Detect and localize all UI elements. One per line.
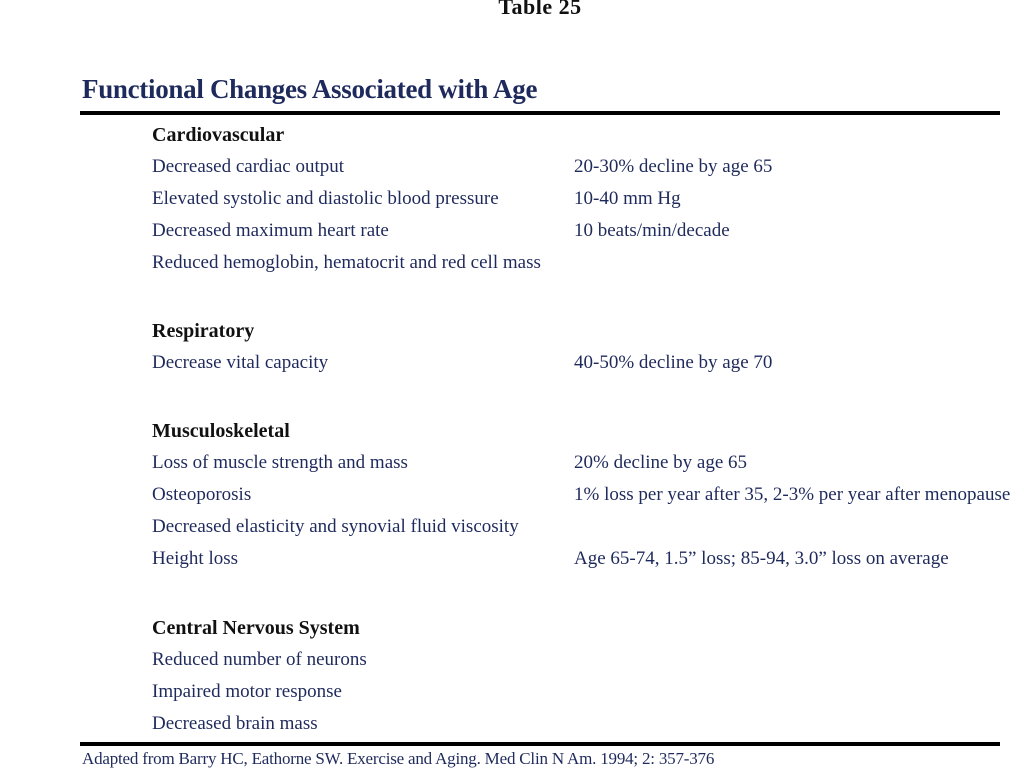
row-value: 20% decline by age 65 xyxy=(574,452,748,473)
section-heading: Respiratory xyxy=(152,320,255,342)
row-item: Height loss xyxy=(152,548,239,569)
table-row xyxy=(152,543,1012,575)
row-item: Decreased elasticity and synovial fluid viscosity xyxy=(152,516,519,537)
section-cardiovascular xyxy=(152,119,1012,279)
section-heading: Musculoskeletal xyxy=(152,420,290,442)
footer-divider xyxy=(80,742,1000,746)
table-row xyxy=(152,151,1012,183)
row-value: 10-40 mm Hg xyxy=(574,188,681,209)
row-value: 10 beats/min/decade xyxy=(574,220,730,241)
table-row xyxy=(152,247,1012,279)
row-item: Reduced number of neurons xyxy=(152,649,367,670)
section-heading: Cardiovascular xyxy=(152,124,285,146)
section-heading: Central Nervous System xyxy=(152,617,360,639)
row-item: Decreased maximum heart rate xyxy=(152,220,389,241)
table-row xyxy=(152,215,1012,247)
table-row xyxy=(152,479,1012,511)
row-value: 40-50% decline by age 70 xyxy=(574,352,773,373)
row-value: 1% loss per year after 35, 2-3% per year after menopause xyxy=(574,484,1011,505)
section-central-nervous-system xyxy=(152,612,1012,740)
section-musculoskeletal xyxy=(152,415,1012,575)
row-item: Decrease vital capacity xyxy=(152,352,329,373)
table-row xyxy=(152,676,1012,708)
source-citation: Adapted from Barry HC, Eathorne SW. Exercise and Aging. Med Clin N Am. 1994; 2: 357-376 xyxy=(82,749,715,768)
table-row xyxy=(152,183,1012,215)
table-row xyxy=(152,644,1012,676)
section-respiratory xyxy=(152,315,1012,379)
table-row xyxy=(152,708,1012,740)
row-item: Loss of muscle strength and mass xyxy=(152,452,408,473)
row-item: Impaired motor response xyxy=(152,681,342,702)
row-item: Decreased brain mass xyxy=(152,713,318,734)
row-item: Elevated systolic and diastolic blood pressure xyxy=(152,188,499,209)
row-item: Decreased cardiac output xyxy=(152,156,345,177)
row-item: Reduced hemoglobin, hematocrit and red cell mass xyxy=(152,252,541,273)
row-value: 20-30% decline by age 65 xyxy=(574,156,773,177)
table-row xyxy=(152,447,1012,479)
table-row xyxy=(152,347,1012,379)
title-divider xyxy=(80,111,1000,115)
row-value: Age 65-74, 1.5” loss; 85-94, 3.0” loss on average xyxy=(574,548,949,569)
document-title: Functional Changes Associated with Age xyxy=(82,74,538,104)
table-number: Table 25 xyxy=(498,0,582,19)
table-row xyxy=(152,511,1012,543)
row-item: Osteoporosis xyxy=(152,484,252,505)
